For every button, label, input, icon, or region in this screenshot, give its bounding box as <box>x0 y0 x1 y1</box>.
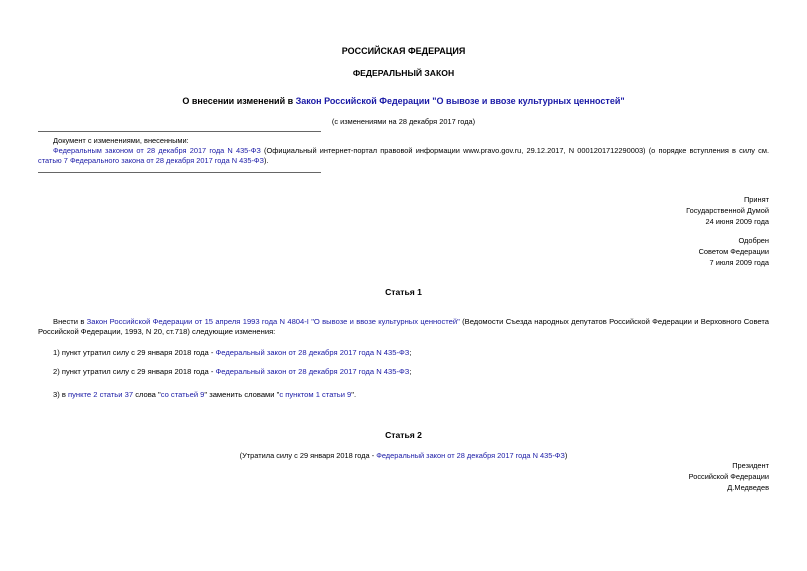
changes-top-divider <box>38 131 321 132</box>
law-title-link[interactable]: Закон Российской Федерации "О вывозе и ввозе культурных ценностей" <box>295 96 625 106</box>
law-type-heading: ФЕДЕРАЛЬНЫЙ ЗАКОН <box>352 68 455 78</box>
item1-end: ; <box>409 348 412 357</box>
article2-note <box>0 451 807 460</box>
approved-date: 7 июля 2009 года <box>709 258 769 267</box>
item3-link-article37[interactable]: пункте 2 статьи 37 <box>68 390 134 399</box>
signature-name: Д.Медведев <box>727 483 769 492</box>
approved-label: Одобрен <box>738 236 769 245</box>
edition-note: (с изменениями на 28 декабря 2017 года) <box>331 117 476 126</box>
article2-note-end: ) <box>564 451 568 460</box>
signature-block <box>689 460 769 493</box>
accepted-date: 24 июня 2009 года <box>705 217 769 226</box>
article2-note-start: (Утратила силу с 29 января 2018 года - <box>239 451 377 460</box>
article1-law-link[interactable]: Закон Российской Федерации от 15 апреля 1993 года N 4804-I "О вывозе и ввозе культурных ценностей" <box>86 317 460 326</box>
item2-text: 2) пункт утратил силу с 29 января 2018 года - <box>53 367 216 376</box>
article2-law-link[interactable]: Федеральный закон от 28 декабря 2017 года N 435-ФЗ <box>376 451 565 460</box>
signature-title: Президент <box>732 461 769 470</box>
signature-country: Российской Федерации <box>688 472 769 481</box>
accepted-body: Государственной Думой <box>686 206 769 215</box>
item3-end: ". <box>351 390 357 399</box>
approved-body: Советом Федерации <box>698 247 769 256</box>
changes-law-link[interactable]: Федеральным законом от 28 декабря 2017 года N 435-ФЗ <box>53 146 261 155</box>
accepted-label: Принят <box>743 195 769 204</box>
changes-details <box>38 146 769 166</box>
adoption-accepted-block <box>686 194 769 227</box>
adoption-approved-block <box>699 235 769 268</box>
article1-heading: Статья 1 <box>385 287 422 297</box>
article1-intro-rest: (Ведомости Съезда народных депутатов Российской Федерации и Верховного Совета Российской Федерации, 1993, N 20, ст.718) следующие изменения: <box>38 317 769 336</box>
item3-start: 3) в <box>53 390 69 399</box>
changes-end-text: ). <box>264 156 269 165</box>
article1-item-3 <box>53 390 356 400</box>
changes-bottom-divider <box>38 172 321 173</box>
item3-link-point1[interactable]: с пунктом 1 статьи 9 <box>279 390 352 399</box>
changes-article-link[interactable]: статью 7 Федерального закона от 28 декабря 2017 года N 435-ФЗ <box>38 156 264 165</box>
changes-intro: Документ с изменениями, внесенными: <box>53 136 189 145</box>
item3-words: слова " <box>133 390 161 399</box>
article1-intro-start: Внести в <box>53 317 87 326</box>
item3-link-article9[interactable]: со статьей 9 <box>160 390 205 399</box>
item1-link[interactable]: Федеральный закон от 28 декабря 2017 года N 435-ФЗ <box>215 348 410 357</box>
article1-intro <box>38 317 769 337</box>
item2-link[interactable]: Федеральный закон от 28 декабря 2017 года N 435-ФЗ <box>215 367 410 376</box>
country-heading: РОССИЙСКАЯ ФЕДЕРАЦИЯ <box>341 46 466 56</box>
item2-end: ; <box>409 367 412 376</box>
article1-item-1 <box>53 348 411 358</box>
changes-source-text: (Официальный интернет-портал правовой информации www.pravo.gov.ru, 29.12.2017, N 0001201712290003) (о порядке вступления в силу см. <box>260 146 770 155</box>
article2-heading: Статья 2 <box>385 430 422 440</box>
article1-item-2 <box>53 367 411 377</box>
item1-text: 1) пункт утратил силу с 29 января 2018 года - <box>53 348 216 357</box>
law-title <box>0 96 807 106</box>
item3-replace: " заменить словами " <box>204 390 280 399</box>
law-title-prefix: О внесении изменений в <box>182 96 296 106</box>
